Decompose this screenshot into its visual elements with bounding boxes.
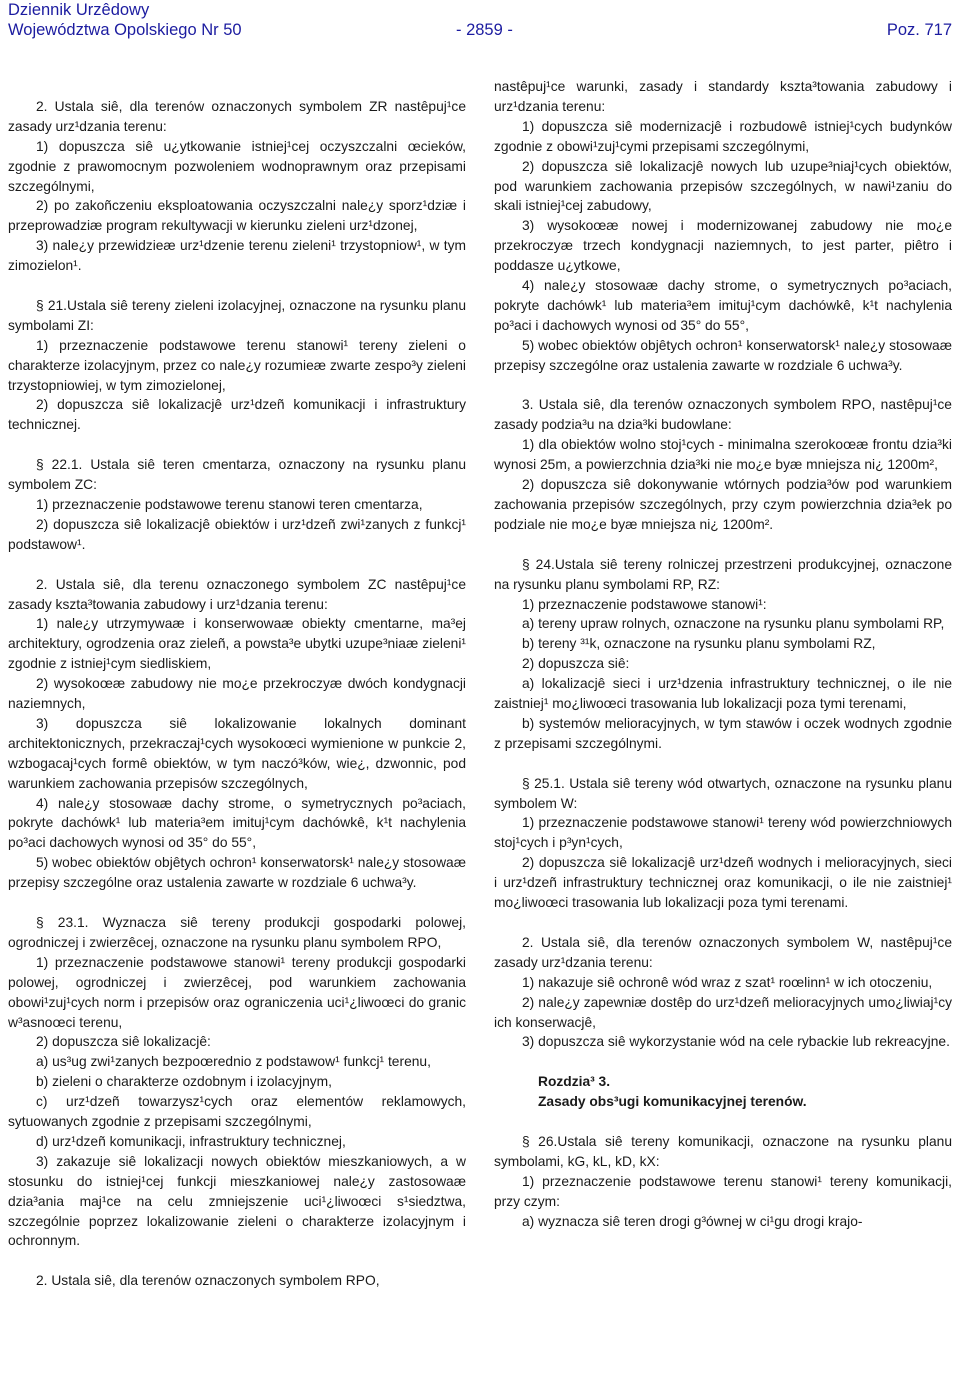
publication-title-line1: Dziennik Urzêdowy xyxy=(8,1,150,19)
paragraph: § 24.Ustala siê tereny rolniczej przestrzeni produkcyjnej, oznaczone na rysunku planu symbolami RP, RZ: xyxy=(494,556,952,592)
paragraph: 2) wysokoœæ zabudowy nie mo¿e przekroczyæ dwóch kondygnacji naziemnych, xyxy=(8,676,466,712)
paragraph: 2. Ustala siê, dla terenów oznaczonych symbolem W, nastêpuj¹ce zasady urz¹dzania terenu: xyxy=(494,934,952,970)
paragraph: 2) dopuszcza siê lokalizacjê nowych lub uzupe³niaj¹cych obiektów, pod warunkiem zachowania przepisów szczególnych, w nawi¹zaniu do skali istniej¹cej zabudowy, xyxy=(494,158,952,214)
paragraph: 1) przeznaczenie podstawowe terenu stanowi teren cmentarza, xyxy=(36,496,423,512)
paragraph: 1) dopuszcza siê u¿ytkowanie istniej¹cej oczyszczalni œcieków, zgodnie z prawomocnym pozwoleniem wodnoprawnym oraz przepisami szczególnymi, xyxy=(8,138,466,194)
paragraph: b) tereny ³¹k, oznaczone na rysunku planu symbolami RZ, xyxy=(522,636,876,652)
paragraph: a) us³ug zwi¹zanych bezpoœrednio z podstawow¹ funkcj¹ terenu, xyxy=(36,1054,431,1070)
paragraph: 2) nale¿y zapewniæ dostêp do urz¹dzeñ melioracyjnych umo¿liwiaj¹cy ich konserwacjê, xyxy=(494,994,952,1030)
paragraph: 1) nakazuje siê ochronê wód wraz z szat¹ roœlinn¹ w ich otoczeniu, xyxy=(522,974,933,990)
paragraph: a) wyznacza siê teren drogi g³ównej w ci¹gu drogi krajo- xyxy=(522,1213,863,1229)
left-column xyxy=(8,77,466,1291)
paragraph: b) systemów melioracyjnych, w tym stawów i oczek wodnych zgodnie z przepisami szczególnymi. xyxy=(494,715,952,751)
paragraph: 5) wobec obiektów objêtych ochron¹ konserwatorsk¹ nale¿y stosowaæ przepisy szczególne oraz ustalenia zawarte w rozdziale 6 uchwa³y. xyxy=(8,855,466,891)
paragraph: 3) wysokoœæ nowej i modernizowanej zabudowy nie mo¿e przekroczyæ trzech kondygnacji naziemnych, to jest parter, piêtro i poddasze u¿ytkowe, xyxy=(494,218,952,274)
paragraph: 1) przeznaczenie podstawowe stanowi¹: xyxy=(522,596,767,612)
paragraph: a) lokalizacjê sieci i urz¹dzenia infrastruktury technicznej, o ile nie zaistniej¹ mo¿liwoœci trasowania lub lokalizacji poza tymi terenami, xyxy=(494,676,952,712)
paragraph: 2) dopuszcza siê dokonywanie wtórnych podzia³ów pod warunkiem zachowania przepisów szczególnych, przy czym powierzchnia dzia³ek po podziale nie mo¿e byæ mniejsza ni¿ 1200m². xyxy=(494,477,952,532)
publication-title xyxy=(8,0,242,40)
chapter-title: Zasady obs³ugi komunikacyjnej terenów. xyxy=(538,1094,807,1110)
paragraph: 3) dopuszcza siê lokalizowanie lokalnych dominant architektonicznych, przekraczaj¹cych wysokoœci wymienione w punkcie 2, wzbogacaj¹cych formê obiektów, w tym naczó³ków, wie¿, dzwonnic, pod warunkiem zachowania przepisów szczególnych, xyxy=(8,715,466,791)
paragraph: 2. Ustala siê, dla terenów oznaczonych symbolem RPO, xyxy=(36,1273,380,1289)
paragraph: 2) dopuszcza siê lokalizacjê: xyxy=(36,1034,211,1050)
paragraph: 1) przeznaczenie podstawowe stanowi¹ tereny wód powierzchniowych stoj¹cych i p³yn¹cych, xyxy=(494,815,952,851)
publication-title-line2: Województwa Opolskiego Nr 50 xyxy=(8,21,242,39)
chapter-number: Rozdzia³ 3. xyxy=(538,1074,611,1090)
paragraph: 3) nale¿y przewidzieæ urz¹dzenie terenu zieleni¹ trzystopniow¹, w tym zimozielon¹. xyxy=(8,238,466,274)
paragraph: § 25.1. Ustala siê tereny wód otwartych, oznaczone na rysunku planu symbolem W: xyxy=(494,775,952,811)
paragraph: 3. Ustala siê, dla terenów oznaczonych symbolem RPO, nastêpuj¹ce zasady podzia³u na dzia³ki budowlane: xyxy=(494,397,952,433)
paragraph: 1) dopuszcza siê modernizacjê i rozbudowê istniej¹cych budynków zgodnie z obowi¹zuj¹cymi przepisami szczególnymi, xyxy=(494,118,952,154)
page-number: - 2859 - xyxy=(456,21,513,39)
paragraph: § 26.Ustala siê tereny komunikacji, oznaczone na rysunku planu symbolami, kG, kL, kD, kX: xyxy=(494,1133,952,1169)
paragraph: 1) przeznaczenie podstawowe terenu stanowi¹ tereny zieleni o charakterze izolacyjnym, przez co nale¿y rozumieæ zwarte zespo³y zieleni trzystopniowiej, w tym zimozielonej, xyxy=(8,337,466,393)
paragraph: 1) przeznaczenie podstawowe stanowi¹ tereny produkcji gospodarki polowej, ogrodniczej i zwierzêcej, pod warunkiem zachowania obowi¹zuj¹cych norm i przepisów oraz ograniczenia uci¹¿liwoœci do granic w³asnoœci terenu, xyxy=(8,954,466,1030)
paragraph: 4) nale¿y stosowaæ dachy strome, o symetrycznych po³aciach, pokryte dachówk¹ lub materia³em imituj¹cym dachówkê, k¹t nachylenia po³aci dachowych wynosi od 35° do 55°, xyxy=(8,795,466,851)
paragraph: § 21.Ustala siê tereny zieleni izolacyjnej, oznaczone na rysunku planu symbolami ZI: xyxy=(8,297,466,333)
position-number: Poz. 717 xyxy=(886,21,952,39)
paragraph: § 23.1. Wyznacza siê tereny produkcji gospodarki polowej, ogrodniczej i zwierzêcej, oznaczone na rysunku planu symbolem RPO, xyxy=(8,914,466,950)
paragraph: 2. Ustala siê, dla terenów oznaczonych symbolem ZR nastêpuj¹ce zasady urz¹dzania terenu: xyxy=(8,98,466,134)
paragraph: b) zieleni o charakterze ozdobnym i izolacyjnym, xyxy=(36,1074,332,1090)
paragraph: 5) wobec obiektów objêtych ochron¹ konserwatorsk¹ nale¿y stosowaæ przepisy szczególne oraz ustalenia zawarte w rozdziale 6 uchwa³y. xyxy=(494,337,952,373)
paragraph: d) urz¹dzeñ komunikacji, infrastruktury technicznej, xyxy=(36,1133,346,1149)
paragraph: nastêpuj¹ce warunki, zasady i standardy kszta³towania zabudowy i urz¹dzania terenu: xyxy=(494,79,952,114)
paragraph: § 22.1. Ustala siê teren cmentarza, oznaczony na rysunku planu symbolem ZC: xyxy=(8,457,466,493)
paragraph: 2) dopuszcza siê: xyxy=(522,656,630,672)
paragraph: 1) przeznaczenie podstawowe terenu stanowi¹ tereny komunikacji, przy czym: xyxy=(494,1173,952,1209)
paragraph: 2) dopuszcza siê lokalizacjê obiektów i urz¹dzeñ zwi¹zanych z funkcj¹ podstawow¹. xyxy=(8,516,466,552)
paragraph: 2) dopuszcza siê lokalizacjê urz¹dzeñ komunikacji i infrastruktury technicznej. xyxy=(8,397,466,433)
paragraph: 1) dla obiektów wolno stoj¹cych - minimalna szerokoœæ frontu dzia³ki wynosi 25m, a powierzchnia dzia³ki nie mo¿e byæ mniejsza ni¿ 1200m², xyxy=(494,437,952,473)
right-column xyxy=(494,77,952,1231)
paragraph: a) tereny upraw rolnych, oznaczone na rysunku planu symbolami RP, xyxy=(522,616,945,632)
paragraph: 3) zakazuje siê lokalizacji nowych obiektów mieszkaniowych, a w stosunku do istniej¹cej funkcji mieszkaniowej nale¿y zastosowaæ dzia³ania maj¹ce na celu zmniejszenie uci¹¿liwoœci s¹siedztwa, szczególnie poprzez lokalizowanie zieleni o charakterze izolacyjnym i ochronnym. xyxy=(8,1153,466,1249)
paragraph: 2) po zakoñczeniu eksploatowania oczyszczalni nale¿y sporz¹dziæ i przeprowadziæ program rekultywacji w kierunku zieleni urz¹dzonej, xyxy=(8,198,466,234)
paragraph: 2. Ustala siê, dla terenu oznaczonego symbolem ZC nastêpuj¹ce zasady kszta³towania zabudowy i urz¹dzania terenu: xyxy=(8,576,466,612)
paragraph: 1) nale¿y utrzymywaæ i konserwowaæ obiekty cmentarne, ma³ej architektury, ogrodzenia oraz zieleñ, a powsta³e ubytki uzupe³niaæ zieleni¹ zgodnie z istniej¹cym siedliskiem, xyxy=(8,616,466,672)
paragraph: 4) nale¿y stosowaæ dachy strome, o symetrycznych po³aciach, pokryte dachówk¹ lub materia³em imituj¹cym dachówkê, k¹t nachylenia po³aci i dachowych wynosi od 35° do 55°, xyxy=(494,278,952,333)
page-header xyxy=(8,0,952,40)
paragraph: 2) dopuszcza siê lokalizacjê urz¹dzeñ wodnych i melioracyjnych, sieci i urz¹dzeñ infrastruktury technicznej oraz komunikacji, o ile nie zaistniej¹ mo¿liwoœci trasowania lub lokalizacji poza tymi terenami. xyxy=(494,855,952,911)
paragraph: c) urz¹dzeñ towarzysz¹cych oraz elementów reklamowych, sytuowanych zgodnie z przepisami szczególnymi, xyxy=(8,1094,466,1130)
paragraph: 3) dopuszcza siê wykorzystanie wód na cele rybackie lub rekreacyjne. xyxy=(522,1034,950,1050)
